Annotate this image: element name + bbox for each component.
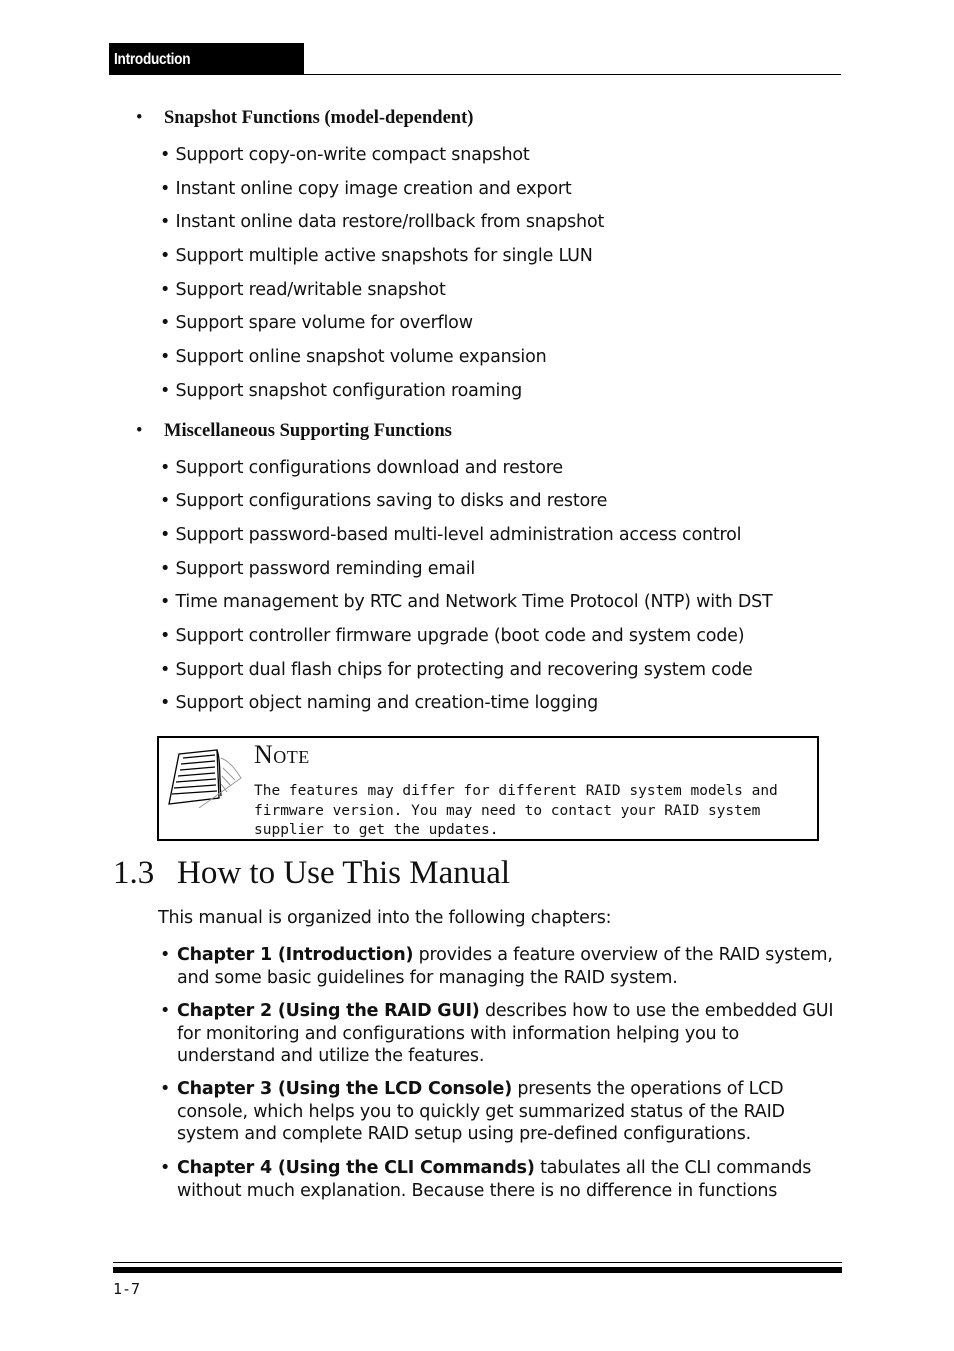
chapter-description: presents the operations of LCD console, which helps you to quickly get summarized status of the RAID system and complete RAID setup using pre-defined configurations. [177, 1079, 785, 1144]
list-item: • Support read/writable snapshot [160, 280, 446, 300]
list-item: • Support snapshot configuration roaming [160, 381, 523, 401]
chapter-header-label: Introduction [114, 51, 191, 68]
list-item: • Support object naming and creation-time logging [160, 693, 598, 713]
bullet: • [160, 945, 171, 965]
bullet: • [160, 1001, 171, 1021]
list-item: • Support copy-on-write compact snapshot [160, 145, 530, 165]
list-item: • Support dual flash chips for protecting and recovering system code [160, 660, 753, 680]
snapshot-heading [136, 108, 473, 129]
chapter-description: provides a feature overview of the RAID system, and some basic guidelines for managing the RAID system. [177, 945, 833, 988]
chapter-description: describes how to use the embedded GUI for monitoring and configurations with information helping you to understand and utilize the features. [177, 1001, 834, 1066]
list-item: • Support spare volume for overflow [160, 313, 473, 333]
list-item: • Instant online copy image creation and export [160, 179, 572, 199]
bullet: • [160, 1158, 171, 1178]
list-item: • Support configurations download and restore [160, 458, 563, 478]
list-item: • Support online snapshot volume expansion [160, 347, 547, 367]
chapter-entry [160, 1000, 840, 1068]
chapter-entry [160, 944, 840, 989]
misc-heading-text: Miscellaneous Supporting Functions [164, 421, 452, 441]
chapter-header-tab [109, 43, 304, 75]
chapter-label: Chapter 4 (Using the CLI Commands) [177, 1158, 535, 1178]
section-number: 1.3 [113, 855, 155, 891]
chapter-entry [160, 1157, 840, 1202]
list-item: • Time management by RTC and Network Time Protocol (NTP) with DST [160, 592, 773, 612]
footer-rule-thick [113, 1267, 842, 1273]
chapter-label: Chapter 1 (Introduction) [177, 945, 414, 965]
chapter-label: Chapter 2 (Using the RAID GUI) [177, 1001, 480, 1021]
list-item: • Support controller firmware upgrade (boot code and system code) [160, 626, 745, 646]
snapshot-heading-text: Snapshot Functions (model-dependent) [164, 108, 474, 128]
list-item: • Support configurations saving to disks and restore [160, 491, 608, 511]
note-text: The features may differ for different RAID system models and firmware version. You may need to contact your RAID system supplier to get the updates. [254, 783, 778, 838]
list-item: • Support password-based multi-level administration access control [160, 525, 742, 545]
list-item: • Support multiple active snapshots for single LUN [160, 246, 593, 266]
section-intro: This manual is organized into the following chapters: [158, 908, 612, 928]
note-box [157, 736, 819, 841]
section-title-text: How to Use This Manual [177, 855, 511, 891]
bullet: • [136, 108, 143, 128]
bullet: • [160, 1079, 171, 1099]
page-number: 1-7 [113, 1280, 141, 1298]
section-title [113, 855, 510, 892]
note-title: Note [254, 740, 310, 769]
bullet: • [136, 421, 143, 441]
notepad-icon [165, 748, 245, 808]
list-item: • Support password reminding email [160, 559, 476, 579]
chapter-description: tabulates all the CLI commands without much explanation. Because there is no difference in functions [177, 1158, 812, 1201]
footer-rule [113, 1262, 842, 1263]
list-item: • Instant online data restore/rollback from snapshot [160, 212, 605, 232]
header-rule [109, 74, 841, 75]
chapter-entry [160, 1078, 840, 1146]
misc-heading [136, 421, 452, 442]
chapter-label: Chapter 3 (Using the LCD Console) [177, 1079, 512, 1099]
